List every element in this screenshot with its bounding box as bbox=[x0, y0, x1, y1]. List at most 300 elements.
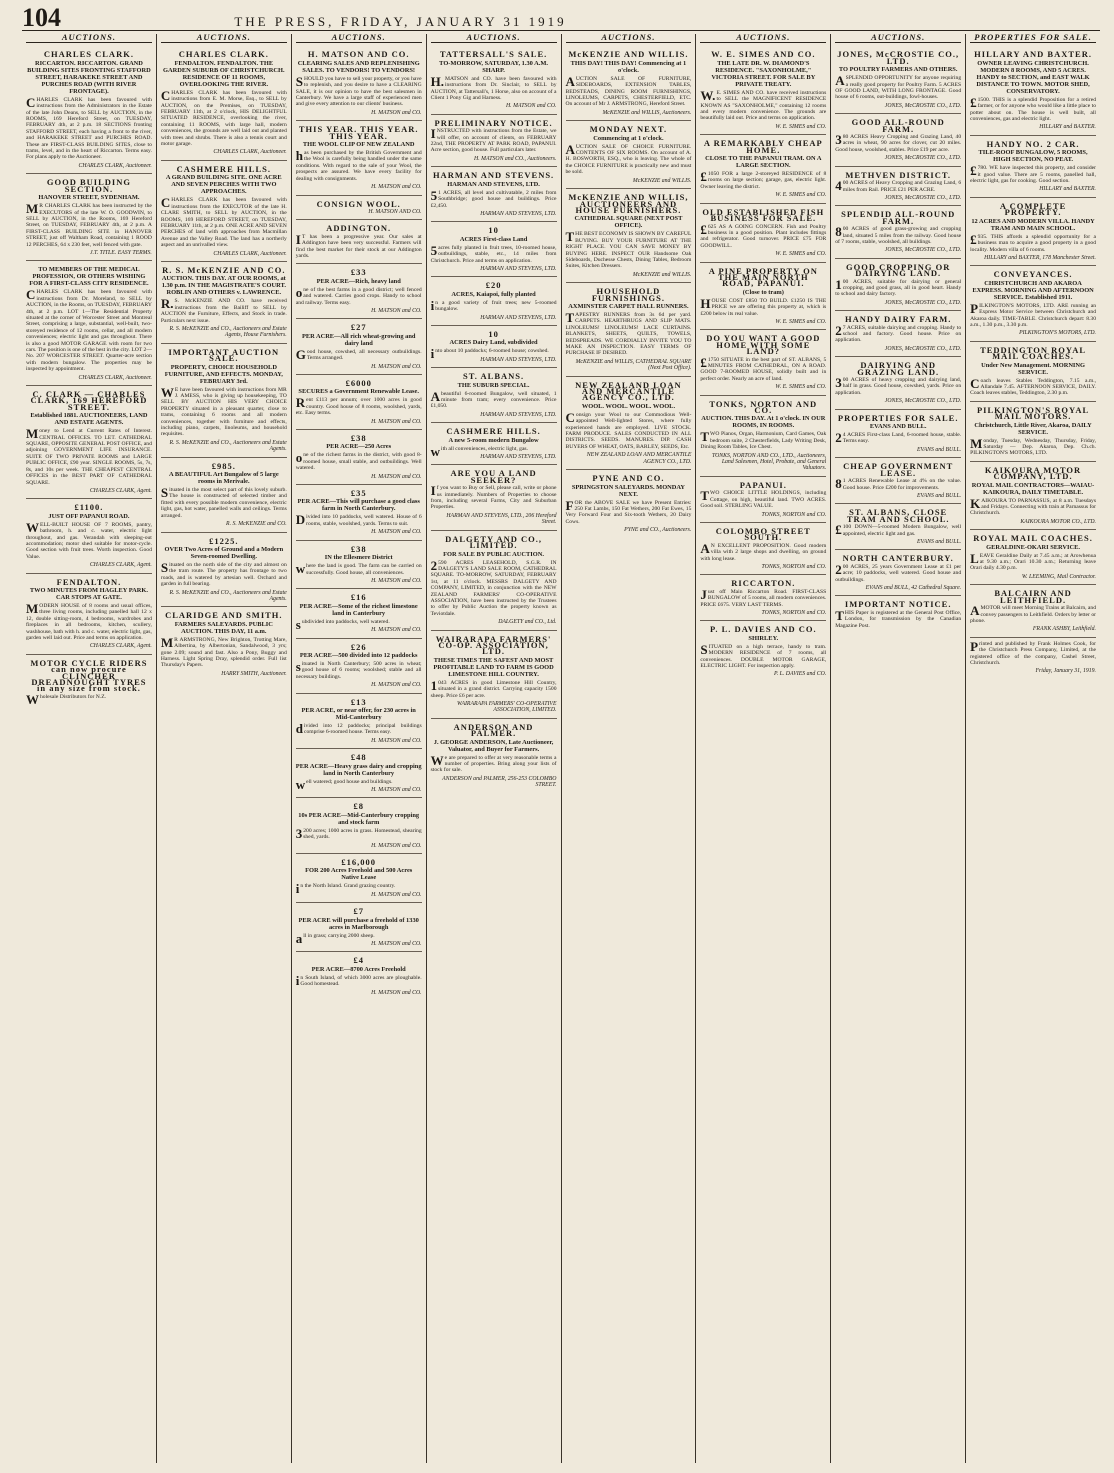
ad-body: in the North Island. Grand grazing country. bbox=[295, 881, 396, 897]
advertisement bbox=[296, 903, 422, 952]
ad-body: Situated on the north side of the city and almost on the tram route. The property has frontage to two roads, and is watered by artesian well. Orchard and garden in full bearing. bbox=[160, 559, 287, 588]
ad-headline: GERALDINE-OKARI SERVICE. bbox=[986, 543, 1080, 551]
ad-headline: J. GEORGE ANDERSON, Late Auctioneer, Valuator, and Buyer for Farmers. bbox=[433, 738, 554, 753]
advertisement bbox=[970, 198, 1096, 266]
advertisement bbox=[700, 204, 826, 263]
advertiser-name: PROPERTIES FOR SALE. bbox=[837, 412, 959, 423]
ad-body: AN EXCELLENT PROPOSITION. Good modern villa with 2 large shops and dwelling, on ground with long lease. bbox=[700, 540, 827, 562]
advertisement bbox=[431, 277, 557, 326]
ad-signature: CHARLES CLARK, Agent. bbox=[89, 643, 152, 650]
section-heading: AUCTIONS. bbox=[566, 34, 692, 43]
ad-signature: R. S. McKENZIE and CO. bbox=[226, 521, 287, 528]
advertiser-name: £6000 bbox=[345, 378, 372, 388]
advertiser-name: £26 bbox=[350, 641, 367, 652]
ad-signature: W. E. SIMES and CO. bbox=[775, 251, 827, 258]
ad-body: PILKINGTON'S MOTORS, LTD. ARE running an Express Motor Service between Christchurch and Akaroa daily. TIME-TABLE. Christchurch depart: 8.30 a.m., 1.30 p.m., 3.30 p.m. bbox=[970, 300, 1096, 328]
ad-signature: H. MATSON AND CO. bbox=[368, 208, 422, 215]
ad-signature: EVANS and BULL, 42 Cathedral Square. bbox=[865, 584, 962, 591]
ad-headline: A new 5-room modern Bungalow bbox=[448, 436, 539, 444]
ad-headline: PROPERTY, CHOICE HOUSEHOLD FURNITURE, AND EFFECTS. MONDAY, FEBRUARY 3rd. bbox=[164, 363, 283, 385]
advertisement bbox=[970, 462, 1096, 530]
ad-headline: PER ACRE—This will purchase a good class farm in North Canterbury. bbox=[297, 498, 420, 513]
advertisement bbox=[431, 222, 557, 277]
ad-signature: HILLARY and BAXTER, 178 Manchester Street. bbox=[984, 254, 1096, 261]
ad-body: Monday, Tuesday, Wednesday, Thursday, Friday, Saturday — Dep. Akaroa, Dep. Ch.ch. PILKINGTON'S MOTORS, LTD. bbox=[970, 435, 1096, 457]
ad-body: Divided into 10 paddocks, well watered. House of 6 rooms, stable, woolshed, yards. Terms to suit. bbox=[295, 512, 422, 528]
column-8 bbox=[966, 34, 1100, 1463]
advertisement bbox=[26, 574, 152, 655]
ad-signature: CHARLES CLARK, Auctioneer. bbox=[78, 374, 152, 381]
ad-body: CHARLES CLARK has been favoured with instructions from the Administrators in the Estate of the late John Deans, to SELL by AUCTION, in the ROOMS, 169 Hereford Street, on TUESDAY, FEBRUARY 4th, at 2 p.m. 18 SECTIONS fronting STAFFORD STREET, each having a front to the river, and HARAKEKE STREET and PURCHES ROAD. These are FIRST-CLASS BUILDING SITES, close to trams, level, and in the heart of Riccarton. Terms easy. For plans apply to the Auctioneer. bbox=[26, 94, 152, 161]
ad-headline: PER ACRE—Heavy grass dairy and cropping land in North Canterbury bbox=[295, 762, 422, 777]
advertisement bbox=[296, 798, 422, 854]
ad-body: Situated in the most select part of this lovely suburb. The house is constructed of selected timber and fitted with every possible modern convenience, electric light, gas, hot water, panelled walls and ceilings. Terms arranged. bbox=[160, 485, 287, 519]
ad-body: CHARLES CLARK has been favoured with instructions from Dr. Moreland, to SELL by AUCTION, in the Rooms, on TUESDAY, FEBRUARY 4th, at 2 p.m. LOT 1—The Residential Property situated at the corner of Worcester Street and Montreal Street, comprising a large, substantial, well-built, two-storeyed residence of 12 rooms, cellar, and all modern conveniences; electric light and gas throughout. There is also a good MOTOR GARAGE with room for two cars. The position is one of the best in the city. LOT 2—No. 207 WORCESTER STREET. Quarter-acre section with modern bungalow. The properties may be inspected by appointment. bbox=[26, 287, 152, 373]
advertisement bbox=[431, 423, 557, 465]
ad-body: 200 ACRES, 25 years Government Lease at £1 per acre; 10 paddocks, well watered. Good house and outbuildings. bbox=[835, 561, 962, 583]
advertiser-name: A COMPLETE PROPERTY. bbox=[999, 200, 1067, 218]
advertisement bbox=[566, 189, 692, 283]
ad-headline: JUST OFF PAPANUI ROAD. bbox=[48, 512, 130, 520]
ad-headline: ACRES First-class Land bbox=[459, 235, 528, 243]
ad-signature: H. MATSON and CO. bbox=[371, 577, 422, 584]
ad-signature: R. S. McKENZIE and CO., Auctioneers and Estate Agents, House Furnishers. bbox=[169, 325, 287, 339]
ad-headline: PER ACRE will purchase a freehold of 1330 acres in Marlborough bbox=[298, 916, 419, 931]
ad-signature: Friday, January 31, 1919. bbox=[1035, 668, 1096, 675]
advertiser-name: NORTH CANTERBURY. bbox=[842, 553, 954, 564]
advertiser-name: BALCAIRN AND LEITHFIELD. bbox=[994, 588, 1072, 605]
advertisement bbox=[296, 46, 422, 121]
advertisement bbox=[835, 259, 961, 311]
advertisement bbox=[700, 396, 826, 477]
ad-body: H.MATSON and CO. have been favoured with instructions from Dr. Sinclair, to SELL by AUCTION, at Tattersall's, 1 Horse, also on account of a Client 1 Pony Gig and Harness. bbox=[430, 73, 557, 102]
ad-signature: HARMAN AND STEVENS, LTD. bbox=[480, 210, 557, 217]
ad-body: 81 ACRES Renewable Lease at 4% on the value. Good house. Price £200 for improvements. bbox=[835, 476, 962, 492]
column-5 bbox=[562, 34, 697, 1463]
ad-headline: THE WOOL CLIP OF NEW ZEALAND bbox=[302, 141, 415, 149]
ad-body: Rent £113 per annum; over 1000 acres in good country. Good house of 8 rooms, woolshed, yards, etc. Easy terms. bbox=[295, 395, 422, 417]
advertiser-name: £38 bbox=[350, 433, 367, 444]
advertisement bbox=[431, 719, 557, 793]
column-6 bbox=[696, 34, 831, 1463]
advertiser-name: 10 bbox=[488, 225, 499, 236]
ad-headline: FOR 200 Acres Freehold and 500 Acres Native Lease bbox=[305, 867, 413, 882]
ad-headline: 12 ACRES AND MODERN VILLA. HANDY TRAM AND MAIN SCHOOL. bbox=[971, 217, 1095, 232]
ad-signature: H. MATSON and CO. bbox=[371, 363, 422, 370]
ad-body: £100 DOWN—5-roomed Modern Bungalow, well appointed, electric light and gas. bbox=[835, 522, 962, 538]
ad-body: AMOTOR will meet Morning Trains at Balcairn, and convey passengers to Leithfield. Orders by letter or phone. bbox=[970, 603, 1097, 624]
ad-body: all in grass; carrying 2000 sheep. bbox=[295, 930, 375, 946]
ad-headline: CLEARING SALES AND REPLENISHING SALES. TO VENDORS! TO VENDORS! bbox=[297, 59, 420, 74]
advertisement bbox=[835, 46, 961, 114]
advertiser-name: MONDAY NEXT. bbox=[589, 124, 668, 135]
ad-headline: AXMINSTER CARPET HALL RUNNERS. bbox=[568, 302, 689, 310]
ad-body: WE have been favoured with instructions from MR J. AMESS, who is giving up housekeeping, TO SELL BY AUCTION HIS VERY CHOICE PROPERTY situated in a pleasant quarter, close to trams, containing 6 rooms and all modern conveniences, together with furniture and effects, including piano, carpets, linoleums, and household requisites. bbox=[160, 384, 287, 438]
column-2 bbox=[157, 34, 292, 1463]
ad-headline: Established 1881. AUCTIONEERS, LAND AND ESTATE AGENTS. bbox=[30, 412, 148, 427]
ad-headline: TO MEMBERS OF THE MEDICAL PROFESSION, OR OTHERS WISHING FOR A FIRST-CLASS CITY RESIDENCE. bbox=[29, 266, 149, 288]
ad-headline: ACRES, Kaiapoi, fully planted bbox=[451, 290, 536, 298]
ad-signature: PYNE and CO., Auctioneers. bbox=[624, 527, 692, 534]
ad-headline: HANOVER STREET, SYDENHAM. bbox=[38, 194, 140, 202]
columns bbox=[22, 34, 1100, 1463]
advertiser-name: ROYAL MAIL COACHES. bbox=[973, 533, 1093, 544]
advertisement bbox=[835, 357, 961, 409]
ad-signature: HARMAN AND STEVENS, LTD. bbox=[480, 265, 557, 272]
ad-signature: W. LEEMING, Mail Contractor. bbox=[1021, 573, 1096, 580]
advertiser-name: H. MATSON AND CO. bbox=[307, 49, 410, 60]
advertiser-name: £985. bbox=[211, 460, 236, 471]
advertisement bbox=[835, 550, 961, 596]
ad-signature: W. E. SIMES and CO. bbox=[775, 123, 827, 130]
ad-signature: H. MATSON and CO. bbox=[371, 627, 422, 634]
advertisement bbox=[161, 262, 287, 344]
ad-signature: TONKS, NORTON and CO. bbox=[761, 563, 827, 570]
ad-headline: PER ACRE—8700 Acres Freehold bbox=[311, 965, 406, 973]
advertisement bbox=[835, 114, 961, 166]
advertiser-name: PILKINGTON'S ROYAL MAIL MOTORS. bbox=[976, 404, 1090, 422]
advertisement bbox=[161, 46, 287, 160]
ad-headline: PER ACRE—Some of the richest limestone land in Canterbury bbox=[299, 602, 418, 617]
ad-body: CHARLES CLARK has been favoured with instructions from the EXECUTOR of the late H. CLARE SMITH, to SELL by AUCTION, in the ROOMS, 169 HEREFORD STREET, on TUESDAY, FEBRUARY 11th, at 2 p.m. ONE ACRE AND SEVEN PERCHES of land with approaches from Macmillan Avenue and the Valley Road. The land has a northerly aspect and an unrivalled view. bbox=[160, 195, 287, 249]
advertiser-name: £13 bbox=[350, 696, 367, 707]
column-7 bbox=[831, 34, 966, 1463]
advertisement bbox=[296, 264, 422, 319]
advertiser-name: WAIRARAPA FARMERS' CO-OP. ASSOCIATION, LTD. bbox=[435, 633, 552, 657]
advertisement bbox=[296, 854, 422, 903]
advertiser-name: £48 bbox=[350, 752, 367, 763]
advertiser-name: GOOD CROPPING OR DAIRYING LAND. bbox=[846, 261, 951, 279]
ad-body: £1050 FOR a large 2-storeyed RESIDENCE of 8 rooms on large section; garage, gas, electric light. Owner leaving the district. bbox=[700, 169, 827, 190]
advertiser-name: GOOD ALL-ROUND FARM. bbox=[851, 117, 945, 134]
ad-signature: HARMAN AND STEVENS, LTD. bbox=[480, 411, 557, 418]
ad-body: THE BEST ECONOMY IS SHOWN BY CAREFUL BUYING. BUY YOUR FURNITURE AT THE RIGHT PLACE. YOU CAN SAVE MONEY BY BUYING HERE. INSPECT OUR Handsome Oak Sideboards, Duchesse Chests, Dining Tables, Bedroom Suites, Kitchen Dressers. bbox=[565, 229, 692, 270]
ad-headline: 10s PER ACRE—Mid-Canterbury cropping and stock farm bbox=[298, 811, 420, 826]
advertiser-name: TEDDINGTON ROYAL MAIL COACHES. bbox=[980, 344, 1087, 362]
advertisement bbox=[700, 263, 826, 331]
advertisement bbox=[296, 694, 422, 750]
ad-signature: HARMAN AND STEVENS, LTD. bbox=[480, 314, 557, 321]
advertisement bbox=[296, 196, 422, 221]
ad-headline: Commencing at 1 o'clock. bbox=[593, 134, 664, 142]
ad-headline: FENDALTON. FENDALTON. THE GARDEN SUBURB OF CHRISTCHURCH. RESIDENCE OF 11 ROOMS, OVERLOOKING THE RIVER. bbox=[163, 59, 285, 88]
ad-headline: THIS DAY! THIS DAY! Commencing at 1 o'clock. bbox=[570, 59, 687, 74]
ad-body: 100 ACRES, suitable for dairying or general cropping, and good grass, all in good heart. Handy to school and dairy factory. bbox=[835, 276, 962, 298]
advertisement bbox=[700, 523, 826, 575]
ad-body: W.E. SIMES AND CO. have received instructions to SELL the MAGNIFICENT RESIDENCE KNOWN AS "SAXONHOLME," containing 12 rooms and every modern convenience. The grounds are beautifully laid out. Price and terms on application. bbox=[700, 87, 827, 122]
ad-body: ASPLENDID OPPORTUNITY for anyone requiring a really good property for Poultry Farm. 5 ACRES OF GOOD LAND, WITH LONG FRONTAGE. Good house of 6 rooms, out-buildings, fowl-houses. bbox=[835, 73, 962, 101]
ad-body: £625 AS A GOING CONCERN. Fish and Poultry business in a good position. Plant includes fittings and refrigerator. Good turnover. PRICE £75 FOR GOODWILL. bbox=[700, 221, 827, 249]
ad-body: Printed and published by Frank Holmes Cook, for the Christchurch Press Company, Limited, at the registered office of the company, Cashel Street, Christchurch. bbox=[970, 638, 1096, 666]
advertisement bbox=[431, 115, 557, 167]
ad-signature: W. E. SIMES and CO. bbox=[775, 192, 827, 199]
ad-body: 5acres fully planted in fruit trees, 10-roomed house, outbuildings, stable, etc., 14 miles from Christchurch. Price and terms on application. bbox=[430, 242, 557, 264]
ad-signature: W. E. SIMES and CO. bbox=[775, 384, 827, 391]
advertiser-name: W. E. SIMES AND CO. bbox=[711, 49, 816, 60]
advertisement bbox=[566, 377, 692, 470]
advertisement bbox=[161, 607, 287, 681]
ad-signature: FRANK ASHBY, Leithfield. bbox=[1032, 626, 1096, 633]
ad-headline: A BEAUTIFUL Art Bungalow of 5 large rooms in Merivale. bbox=[168, 471, 279, 486]
advertiser-name: JONES, McCROSTIE CO., LTD. bbox=[837, 49, 960, 66]
ad-body: CHARLES CLARK has been favoured with instructions from E. M. Morse, Esq., to SELL by AUCTION, on the Premises, on TUESDAY, FEBRUARY 11th, at 2 o'clock, HIS DELIGHTFUL SITUATED RESIDENCE, overlooking the river, containing 11 ROOMS, with large hall, modern conveniences, the grounds are well laid out and planted with trees and shrubs. There is also a tennis court and motor garage. bbox=[160, 87, 287, 148]
ad-headline: HARMAN AND STEVENS, LTD. bbox=[447, 180, 540, 188]
ad-body: If you want to Buy or Sell, please call, write or phone us immediately. Numbers of Properties to choose from, including several Farms, City and Suburban Properties. bbox=[430, 483, 557, 511]
advertiser-name: DALGETY AND CO., LIMITED. bbox=[445, 533, 543, 551]
advertiser-name: McKENZIE AND WILLIS, AUCTIONEERS AND HOUSE FURNISHERS. bbox=[568, 192, 689, 215]
advertisement bbox=[835, 410, 961, 459]
section-heading: PROPERTIES FOR SALE. bbox=[970, 34, 1096, 43]
ad-signature: JONES, McCROSTIE CO., LTD. bbox=[884, 194, 962, 201]
advertisement bbox=[700, 575, 826, 621]
advertiser-name: CHEAP GOVERNMENT LEASE. bbox=[843, 461, 954, 478]
advertiser-name: £4 bbox=[353, 955, 364, 966]
ad-body: Good house, cowshed, all necessary outbuildings. Terms arranged. bbox=[295, 346, 422, 362]
ad-signature: JONES, McCROSTIE CO., LTD. bbox=[884, 155, 962, 162]
ad-headline: Christchurch, Little River, Akaroa, DAILY SERVICE. bbox=[974, 421, 1092, 436]
ad-signature: JONES, McCROSTIE CO., LTD. bbox=[884, 398, 962, 405]
ad-signature: H. MATSON and CO. bbox=[371, 941, 422, 948]
ad-body: MODERN HOUSE of 8 rooms and usual offices, three living rooms, including panelled hall 12 x 12, double sitting-room, 4 bedrooms, wardrobes and fireplaces in all bedrooms, kitchen, scullery, washhouse, bath with h. and c. water, electric light, gas, garden well laid out. Price and terms on application. bbox=[26, 600, 152, 641]
section-heading: AUCTIONS. bbox=[700, 34, 826, 43]
advertiser-name: £16 bbox=[350, 592, 367, 603]
advertiser-name: KAIKOURA MOTOR COMPANY, LTD. bbox=[984, 464, 1082, 482]
advertiser-name: £1225. bbox=[209, 535, 239, 546]
advertiser-name: HOUSEHOLD FURNISHINGS. bbox=[591, 286, 666, 303]
ad-body: situated in North Canterbury; 500 acres in wheat; good house of 6 rooms; woolshed; stable and all necessary buildings. bbox=[295, 658, 422, 680]
ad-headline: Under New Management. MORNING SERVICE. bbox=[981, 361, 1086, 376]
ad-body: Money to Lend at Current Rates of Interest. CENTRAL OFFICES. TO LET. CATHEDRAL SQUARE, OPPOSITE GENERAL POST OFFICE, and adjoining GOVERNMENT LIFE INSURANCE. SUITE OF TWO PRIVATE ROOMS and LARGE PUBLIC OFFICE, £90 year. SINGLE ROOMS, 5s, 7s, 8s, and 10s per week. THE CHEAPEST CENTRAL OFFICES in the BEST PART OF CATHEDRAL SQUARE. bbox=[26, 426, 152, 486]
ad-headline: EVANS AND BULL. bbox=[869, 423, 927, 431]
advertiser-name: METHVEN DISTRICT. bbox=[845, 169, 951, 180]
ad-body: SHOULD you have to sell your property, or you have to replenish, and you desire to have a CLEARING SALE, it is our opinion to have the best salesmen in Canterbury. We have a large staff of experienced men and give every attention to our clients' business. bbox=[295, 73, 422, 108]
ad-signature: EVANS and BULL. bbox=[916, 538, 962, 545]
ad-body: TAPESTRY RUNNERS from 3s 6d per yard. CARPETS. HEARTHRUGS AND SLIP MATS. LINOLEUMS! LINOLEUMS! LACE CURTAINS. BLANKETS, SHEETS, QUILTS, TOWELS, BEDSPREADS. WE CORDIALLY INVITE YOU TO MAKE AN INSPECTION. EASY TERMS OF PURCHASE IF DESIRED. bbox=[565, 309, 692, 357]
ad-headline: PER ACRE—Rich, heavy land bbox=[316, 277, 401, 285]
advertisement bbox=[700, 477, 826, 523]
ad-headline: THE SUBURB SPECIAL. bbox=[457, 381, 530, 389]
ad-body: 400 ACRES of Heavy Cropping and Grazing Land, 6 miles from Rail. PRICE £21 PER ACRE. bbox=[835, 178, 962, 194]
advertisement bbox=[296, 541, 422, 590]
ad-body: R.S. McKENZIE AND CO. have received instructions from the Bailiff to SELL by AUCTION the Furniture, Effects, and Stock in trade. Particulars next issue. bbox=[160, 296, 287, 324]
ad-body: 800 ACRES of good grass-growing and cropping land, situated 5 miles from the railway. Good house of 7 rooms, stable, woolshed, all buildings. bbox=[835, 224, 962, 245]
section-heading: AUCTIONS. bbox=[431, 34, 557, 43]
ad-body: 1043 ACRES in good Limestone Hill Country, situated in a grand district. Carrying capacity 1500 sheep. Price £6 per acre. bbox=[430, 677, 557, 699]
ad-signature: HARMAN AND STEVENS, LTD. bbox=[480, 356, 557, 363]
advertiser-name: P. L. DAVIES AND CO. bbox=[709, 624, 817, 635]
advertiser-name: HANDY NO. 2 CAR. bbox=[986, 138, 1080, 149]
advertiser-name: GOOD BUILDING SECTION. bbox=[46, 177, 131, 194]
advertisement bbox=[296, 121, 422, 195]
ad-body: Wholesale Distributors for N.Z. bbox=[26, 691, 107, 707]
advertisement bbox=[835, 596, 961, 633]
advertisement bbox=[970, 266, 1096, 341]
advertiser-name: £33 bbox=[350, 267, 367, 278]
ad-signature: H. MATSON and CO. bbox=[371, 307, 422, 314]
ad-signature: CHARLES CLARK, Auctioneer. bbox=[213, 149, 287, 156]
ad-body: MR CHARLES CLARK has been instructed by the EXECUTORS of the late W. O. GOODWIN, to SELL by AUCTION, in the Rooms, 169 Hereford Street, on TUESDAY, FEBRUARY 4th, at 2 p.m. A FIRST-CLASS BUILDING SITE in HANOVER STREET, just off Waltham Road, containing 1 ROOD 12 PERCHES, 64 x 230 feet, well fenced with gate. bbox=[26, 201, 152, 248]
advertiser-name: ST. ALBANS. bbox=[462, 371, 525, 382]
advertisement bbox=[26, 386, 152, 499]
ad-body: in a good variety of fruit trees; new 5-roomed bungalow. bbox=[430, 297, 557, 313]
advertisement bbox=[431, 167, 557, 222]
ad-signature: H. MATSON and CO. bbox=[371, 891, 422, 898]
advertiser-name: MOTOR CYCLE RIDERS can now procure CLINCHER DREADNOUGHT TYRES in any size from stock. bbox=[30, 657, 148, 694]
ad-signature: H. MATSON and CO., Auctioneers. bbox=[474, 155, 557, 162]
advertiser-name: FENDALTON. bbox=[56, 576, 122, 587]
ad-body: in South Island, of which 3000 acres are ploughable. Good homestead. bbox=[295, 972, 422, 988]
ad-headline: FARMERS SALEYARDS. PUBLIC AUCTION. THIS DAY, 11 a.m. bbox=[174, 620, 273, 635]
ad-body: Consign your Wool to our Commodious Well-appointed Well-lighted Stores, where fully experienced hands are employed. LIVE STOCK. FARM PRODUCE. SALES CONDUCTED IN ALL DISTRICTS. SEEDS. MANURES. DIP. CASH BUYERS OF WHEAT, OATS, BARLEY, SEEDS, Etc. bbox=[565, 409, 692, 450]
advertiser-name: CHARLES CLARK. bbox=[43, 49, 134, 60]
ad-headline: (Close to tram) bbox=[742, 288, 784, 296]
advertiser-name: CLARIDGE AND SMITH. bbox=[165, 610, 283, 621]
ad-body: IT has been a progressive year. Our sales at Addington have been very successful. Farmers will find the best market for their stock at our Addington yards. bbox=[295, 231, 422, 259]
ad-headline: WOOL. WOOL. WOOL. WOOL. bbox=[581, 402, 676, 410]
ad-headline: OWNER LEAVING CHRISTCHURCH. MODERN 8 ROOMS, AND 5 ACRES. HANDY to SECTION, and EAST WALK DISTANCE TO TOWN. MOTOR SHED, CONSERVATORY. bbox=[976, 59, 1090, 95]
ad-headline: ROYAL MAIL CONTRACTORS—WAIAU-KAIKOURA, DAILY TIMETABLE. bbox=[971, 481, 1095, 496]
ad-signature: TONKS, NORTON and CO. bbox=[761, 511, 827, 518]
ad-signature: HILLARY and BAXTER. bbox=[1039, 186, 1096, 193]
ad-signature: WAIRARAPA FARMERS' CO-OPERATIVE ASSOCIATION, LIMITED. bbox=[457, 701, 557, 714]
advertiser-name: CHARLES CLARK. bbox=[178, 49, 269, 60]
ad-body: one of the best farms in a good district; well fenced and watered. Carries good crops. Handy to school and railway. Terms easy. bbox=[295, 284, 422, 306]
ad-body: We are prepared to offer at very reasonable terms a number of properties. Bring along your lists of stock for sale. bbox=[430, 752, 557, 774]
ad-signature: J.T. TITLE. EASY TERMS. bbox=[89, 249, 152, 256]
ad-signature: McKENZIE and WILLIS, Auctioneers. bbox=[602, 109, 692, 116]
ad-signature: JONES, McCROSTIE CO., LTD. bbox=[884, 247, 962, 254]
ad-signature: R. S. McKENZIE and CO., Auctioneers and Estate Agents. bbox=[169, 589, 287, 602]
ad-body: into about 10 paddocks; 6-roomed house; cowshed. bbox=[430, 346, 549, 362]
advertisement bbox=[835, 458, 961, 504]
advertisement bbox=[970, 402, 1096, 462]
advertisement bbox=[296, 749, 422, 798]
section-heading: AUCTIONS. bbox=[161, 34, 287, 43]
advertiser-name: R. S. McKENZIE AND CO. bbox=[162, 264, 286, 275]
ad-signature: JONES, McCROSTIE CO., LTD. bbox=[884, 102, 962, 109]
advertiser-name: C. CLARK — CHARLES CLARK, 169 HEREFORD STREET. bbox=[30, 389, 148, 412]
advertiser-name: DAIRYING AND GRAZING LAND. bbox=[857, 360, 940, 377]
ad-body: AUCTION SALE OF CHOICE FURNITURE. CONTENTS OF SIX ROOMS. On account of A. H. BOSWORTH, ESQ., who is leaving. The whole of the CHOICE FURNITURE is practically new and must be sold. bbox=[565, 141, 692, 176]
advertiser-name: THIS YEAR. THIS YEAR. THIS YEAR. bbox=[298, 124, 419, 141]
advertiser-name: A PINE PROPERTY ON THE MAIN NORTH ROAD, PAPANUI. bbox=[708, 265, 818, 289]
advertiser-name: CASHMERE HILLS. bbox=[446, 426, 541, 437]
advertisement bbox=[431, 46, 557, 114]
ad-headline: TO-MORROW, SATURDAY, 1.30 A.M. SHARP. bbox=[439, 59, 548, 74]
advertisement bbox=[835, 311, 961, 357]
ad-signature: HARRY SMITH, Auctioneer. bbox=[221, 670, 287, 677]
ad-signature: CHARLES CLARK, Agent. bbox=[89, 562, 152, 569]
advertiser-name: PAPANUI. bbox=[739, 479, 787, 490]
ad-signature: HILLARY and BAXTER. bbox=[1039, 124, 1096, 131]
advertiser-name: ADDINGTON. bbox=[326, 223, 392, 234]
advertisement bbox=[431, 465, 557, 530]
advertiser-name: OLD ESTABLISHED FISH BUSINESS FOR SALE. bbox=[702, 206, 825, 224]
ad-signature: NEW ZEALAND LOAN AND MERCANTILE AGENCY CO., LTD. bbox=[586, 452, 692, 465]
advertisement bbox=[161, 344, 287, 458]
advertiser-name: IMPORTANT NOTICE. bbox=[844, 599, 952, 610]
ad-body: MR ARMSTRONG, New Brighton, Trotting Mare, Albertina, by Albertonian, Sandalwood, 3 yrs; gone 2.09; sound and fast. Also a Pony, Buggy and Harness. Light Spring Dray, splendid order. Full list Thursday's Papers. bbox=[160, 634, 287, 669]
advertiser-name: ARE YOU A LAND SEEKER? bbox=[450, 468, 537, 485]
ad-signature: HARMAN AND STEVENS, LTD., 206 Hereford Street. bbox=[446, 512, 557, 526]
ad-headline: PER ACRE, or near offer, for 230 acres in Mid-Canterbury bbox=[301, 706, 416, 721]
ad-body: has been purchased by the British Government and the Wool is carefully being handled under the same conditions. With regard to the sale of your Wool, the prospects are assured. We have every facility for dealing with consignments. bbox=[295, 148, 422, 182]
ad-body: £1750 SITUATE in the best part of ST. ALBANS, 5 MINUTES FROM CATHEDRAL, ON A ROAD. GOOD 7-ROOMED HOUSE, solidly built and in perfect order. Nearly an acre of land. bbox=[700, 354, 827, 382]
ad-signature: JONES, McCROSTIE CO., LTD. bbox=[884, 299, 962, 306]
ad-signature: CHARLES CLARK, Auctioneer. bbox=[213, 250, 287, 257]
advertisement bbox=[296, 430, 422, 485]
advertisement bbox=[835, 167, 961, 207]
advertisement bbox=[161, 533, 287, 608]
ad-headline: CATHEDRAL SQUARE (NEXT POST OFFICE). bbox=[574, 215, 683, 230]
ad-signature: W. E. SIMES and CO. bbox=[775, 318, 827, 325]
advertiser-name: CONSIGN WOOL. bbox=[316, 198, 401, 209]
advertisement bbox=[700, 330, 826, 395]
advertisement bbox=[566, 121, 692, 189]
page-number: 104 bbox=[22, 3, 61, 32]
ad-signature: McKENZIE and WILLIS. bbox=[632, 271, 692, 278]
advertisement bbox=[296, 952, 422, 1000]
advertiser-name: RICCARTON. bbox=[731, 578, 796, 589]
masthead bbox=[22, 3, 1100, 32]
ad-body: FOR the ABOVE SALE we have Present Entries: 250 Fat Lambs, 150 Fat Wethers, 200 Fat Ewes, 15 Very Forward Four and Six-tooth Wethers, 20 Dairy Cows. bbox=[565, 497, 692, 525]
advertiser-name: A REMARKABLY CHEAP HOME. bbox=[703, 138, 823, 155]
advertisement bbox=[970, 638, 1096, 679]
advertisement bbox=[431, 531, 557, 631]
advertiser-name: DO YOU WANT A GOOD HOME WITH SOME LAND? bbox=[706, 333, 821, 357]
ad-body: £935. THIS affords a splendid opportunity for a business man to acquire a good property in a good locality. Modern villa of 6 rooms. bbox=[970, 231, 1096, 253]
ad-headline: PER ACRE—All rich wheat-growing and dairy land bbox=[301, 332, 416, 347]
section-heading: AUCTIONS. bbox=[26, 34, 152, 43]
advertisement bbox=[26, 174, 152, 261]
ad-signature: H. MATSON and CO. bbox=[371, 418, 422, 425]
ad-signature: H. MATSON and CO. bbox=[371, 737, 422, 744]
advertiser-name: SPLENDID ALL-ROUND FARM. bbox=[841, 209, 956, 226]
ad-headline: A GRAND BUILDING SITE. ONE ACRE AND SEVEN PERCHES WITH TWO APPROACHES. bbox=[165, 174, 282, 196]
advertisement bbox=[566, 283, 692, 376]
advertiser-name: £35 bbox=[350, 488, 367, 499]
advertisement bbox=[296, 589, 422, 638]
section-heading: AUCTIONS. bbox=[296, 34, 422, 43]
ad-body: AUCTION SALE OF FURNITURE, SIDEBOARDS, EXTENSION TABLES, BEDSTEADS, DINING ROOM FURNISHINGS, LINOLEUMS, CARPETS, CHESTERFIELD, ETC. On account of Mr J. ARMSTRONG, Hereford Street. bbox=[565, 73, 692, 108]
column-4 bbox=[427, 34, 562, 1463]
advertisement bbox=[566, 46, 692, 121]
ad-headline: TWO MINUTES FROM HAGLEY PARK. CAR STOPS AT GATE. bbox=[29, 586, 148, 601]
ad-body: Abeautiful 6-roomed Bungalow, well situated, 1 minute from tram; every convenience. Price £1,050. bbox=[430, 388, 557, 410]
ad-signature: P. L. DAVIES and CO. bbox=[773, 671, 827, 678]
ad-signature: CHARLES CLARK, Auctioneer. bbox=[78, 162, 152, 169]
advertiser-name: £27 bbox=[350, 322, 367, 333]
ad-signature: ANDERSON and PALMER, 256-253 COLOMBO STREET. bbox=[442, 775, 557, 789]
ad-signature: H. MATSON and CO. bbox=[371, 529, 422, 536]
ad-signature: KAIKOURA MOTOR CO., LTD. bbox=[1020, 518, 1096, 525]
advertisement bbox=[835, 504, 961, 550]
advertiser-name: PRELIMINARY NOTICE. bbox=[434, 117, 553, 128]
ad-body: WELL-BUILT HOUSE OF 7 ROOMS, pantry, bathroom, h. and c. water, electric light throughout, and gas. Verandah with sleeping-out accommodation; motor shed suitable for motor-cycle. Good section with fruit trees. Worth inspection. Good Value. bbox=[26, 519, 152, 560]
ad-headline: TO POULTRY FARMERS AND OTHERS. bbox=[838, 66, 958, 74]
ad-signature: H. MATSON and CO. bbox=[505, 103, 557, 110]
ad-body: divided into 12 paddocks; principal buildings comprise 6-roomed house. Terms easy. bbox=[295, 720, 422, 736]
advertisement bbox=[970, 530, 1096, 585]
advertiser-name: TATTERSALL'S SALE. bbox=[439, 49, 548, 60]
ad-body: subdivided into paddocks, well watered. bbox=[295, 616, 390, 632]
advertiser-name: CASHMERE HILLS. bbox=[176, 163, 271, 174]
advertiser-name: McKENZIE AND WILLIS. bbox=[568, 49, 689, 60]
advertiser-name: £38 bbox=[350, 543, 367, 554]
ad-signature: DALGETY and CO., Ltd. bbox=[498, 619, 557, 626]
ad-signature: H. MATSON and CO. bbox=[371, 989, 422, 996]
advertiser-name: £16,000 bbox=[341, 857, 376, 868]
